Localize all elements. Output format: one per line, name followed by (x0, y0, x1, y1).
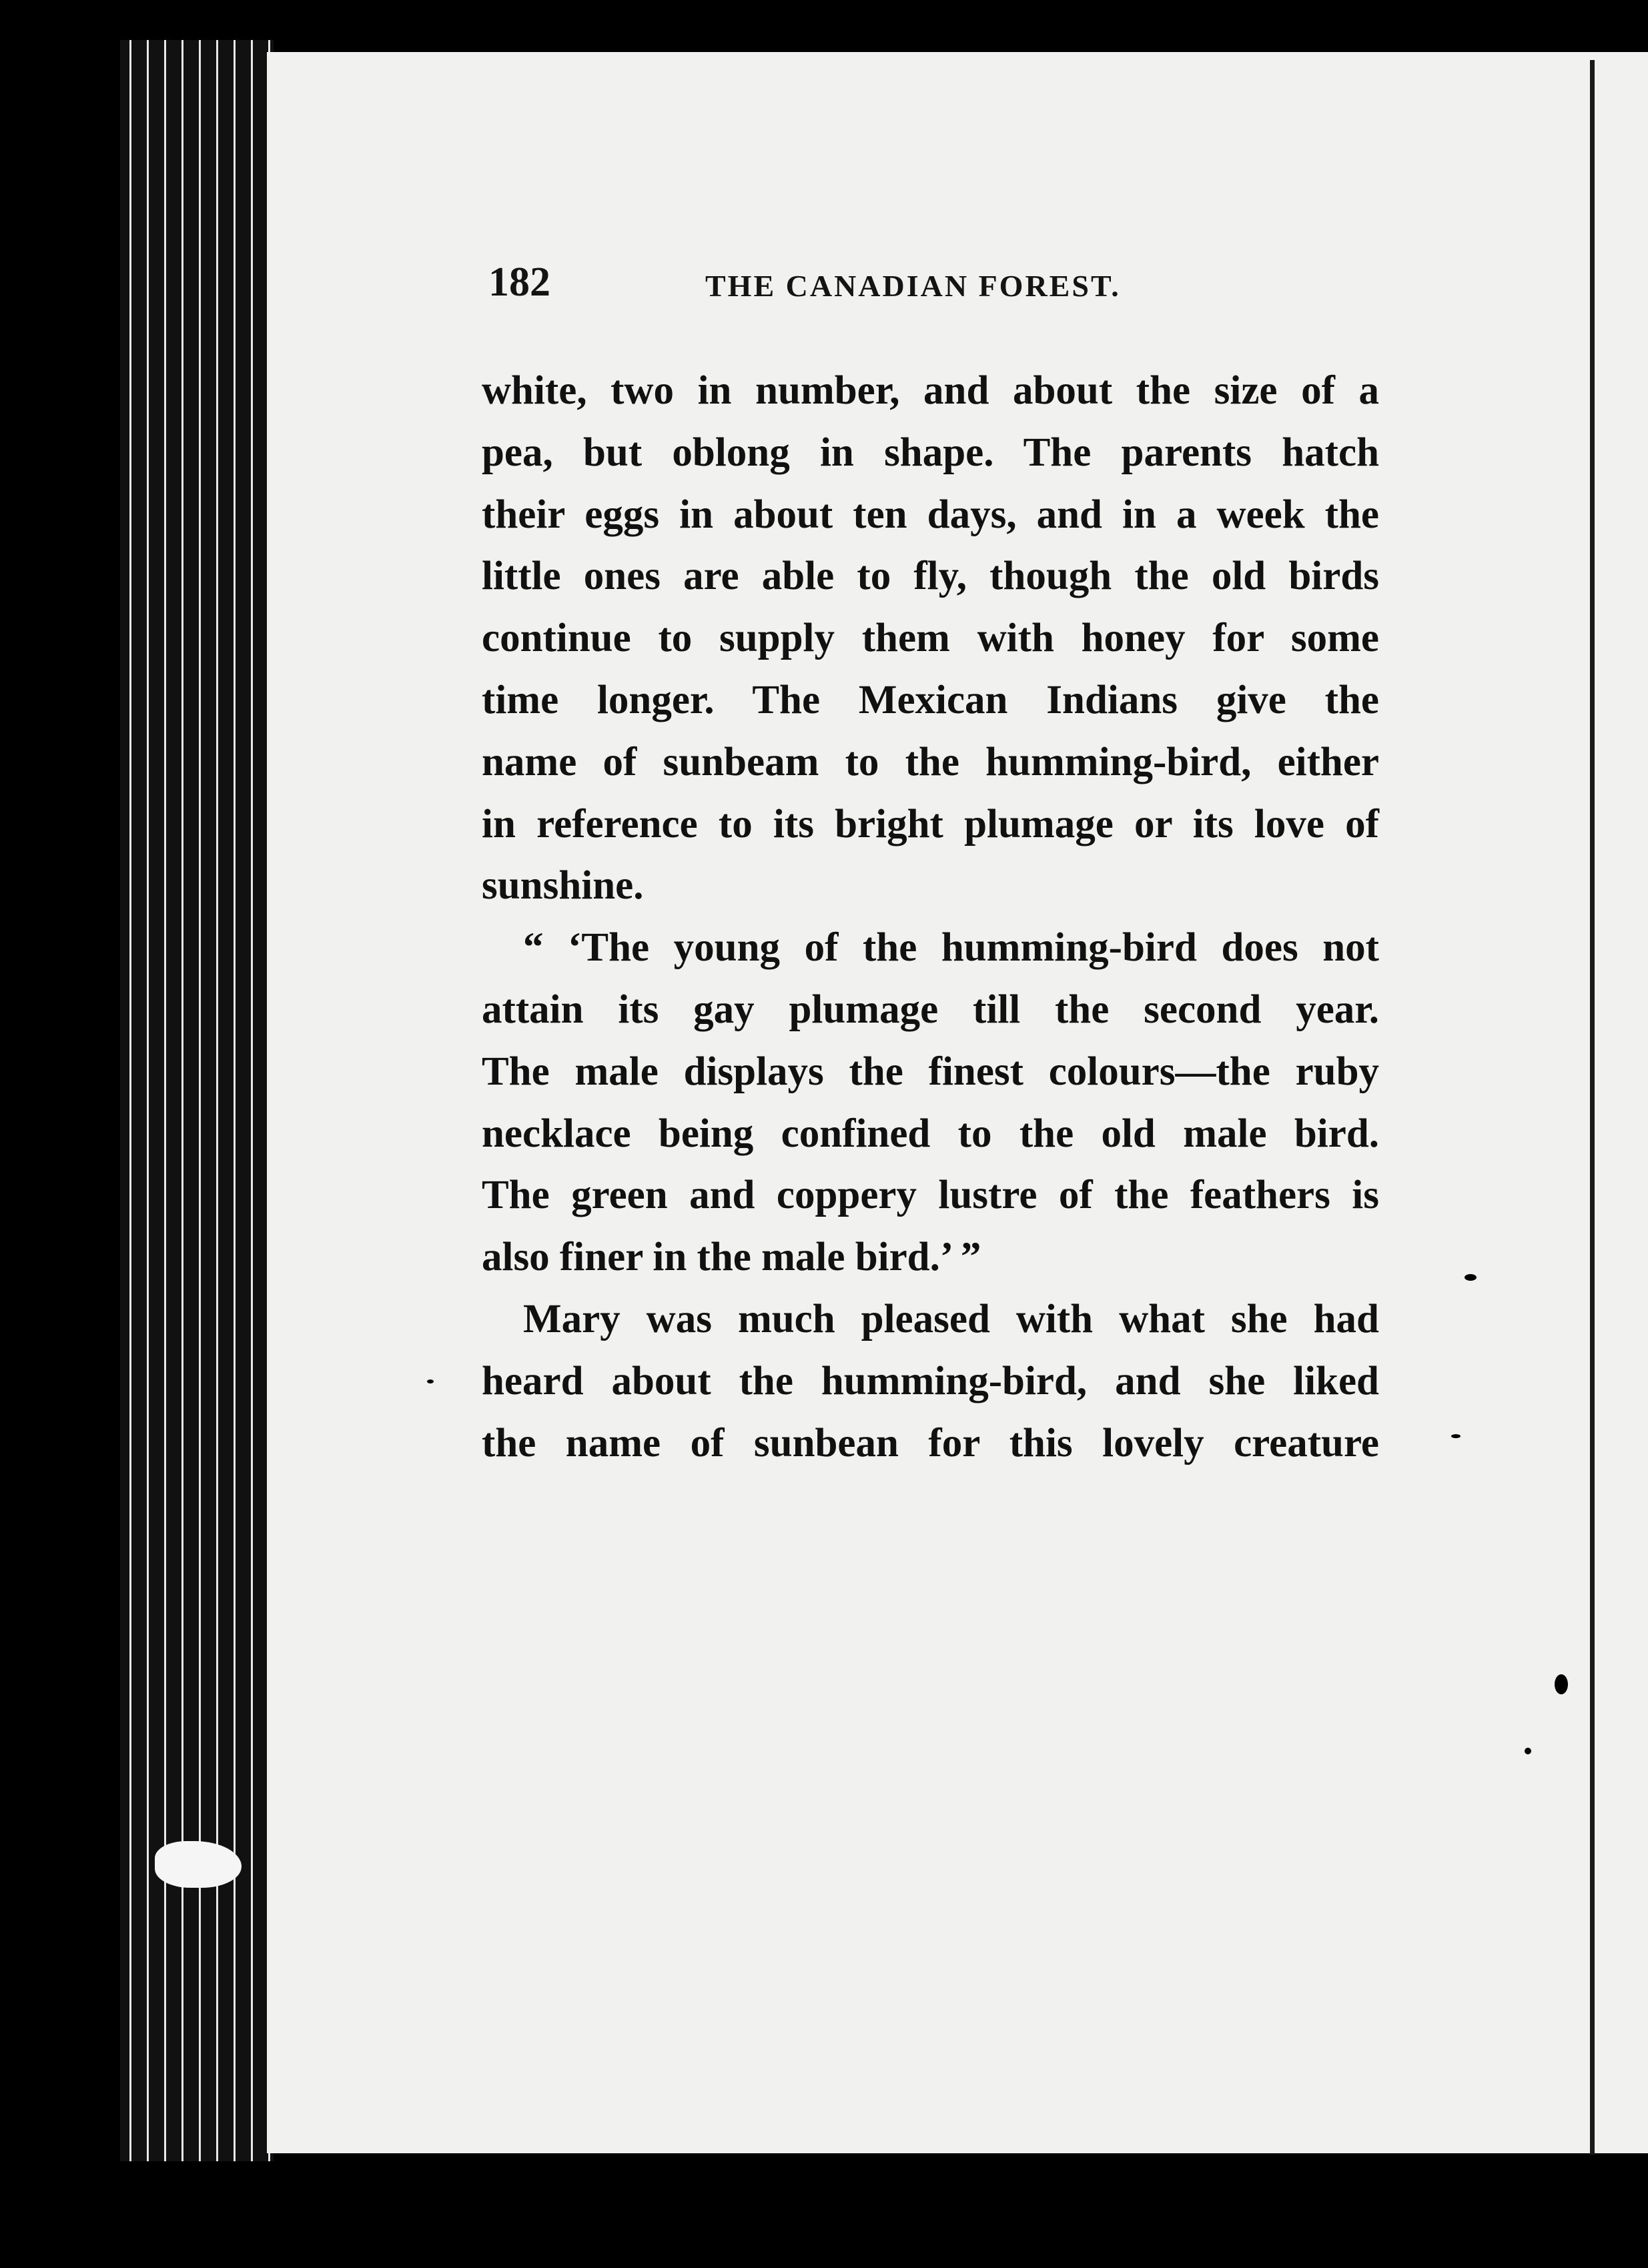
text-line: also finer in the male bird.’ ” (482, 1235, 981, 1280)
text-line: pea, but oblong in shape. The parents hatch (482, 430, 1379, 475)
next-page-edge (1605, 52, 1648, 2153)
text-line: The male displays the finest colours—the ruby (482, 1049, 1379, 1094)
text-line: little ones are able to fly, though the old birds (482, 554, 1379, 599)
ink-speck (1555, 1674, 1568, 1694)
ink-speck (427, 1379, 434, 1383)
ink-speck (1465, 1274, 1477, 1281)
text-line: Mary was much pleased with what she had (523, 1296, 1379, 1341)
text-line: attain its gay plumage till the second year. (482, 987, 1379, 1032)
text-line: time longer. The Mexican Indians give the (482, 677, 1379, 722)
ink-speck (1525, 1748, 1531, 1754)
text-line: continue to supply them with honey for some (482, 616, 1379, 661)
page-number: 182 (488, 259, 550, 305)
ink-speck (1451, 1434, 1461, 1438)
page-gutter-line (1590, 60, 1595, 2155)
running-head (488, 259, 1196, 312)
text-line: name of sunbeam to the humming-bird, either (482, 739, 1379, 784)
text-line: their eggs in about ten days, and in a week the (482, 492, 1379, 537)
text-line: sunshine. (482, 863, 644, 909)
text-line: in reference to its bright plumage or its love of (482, 801, 1379, 846)
body-text (482, 360, 1379, 1474)
running-title: THE CANADIAN FOREST. (705, 269, 1121, 303)
text-line: the name of sunbean for this lovely creature (482, 1420, 1379, 1466)
text-line: “ ‘The young of the humming-bird does not (523, 925, 1379, 971)
text-line: white, two in number, and about the size of a (482, 368, 1379, 413)
text-line: heard about the humming-bird, and she liked (482, 1358, 1379, 1403)
text-line: The green and coppery lustre of the feathers is (482, 1173, 1379, 1218)
text-line: necklace being confined to the old male bird. (482, 1111, 1379, 1156)
